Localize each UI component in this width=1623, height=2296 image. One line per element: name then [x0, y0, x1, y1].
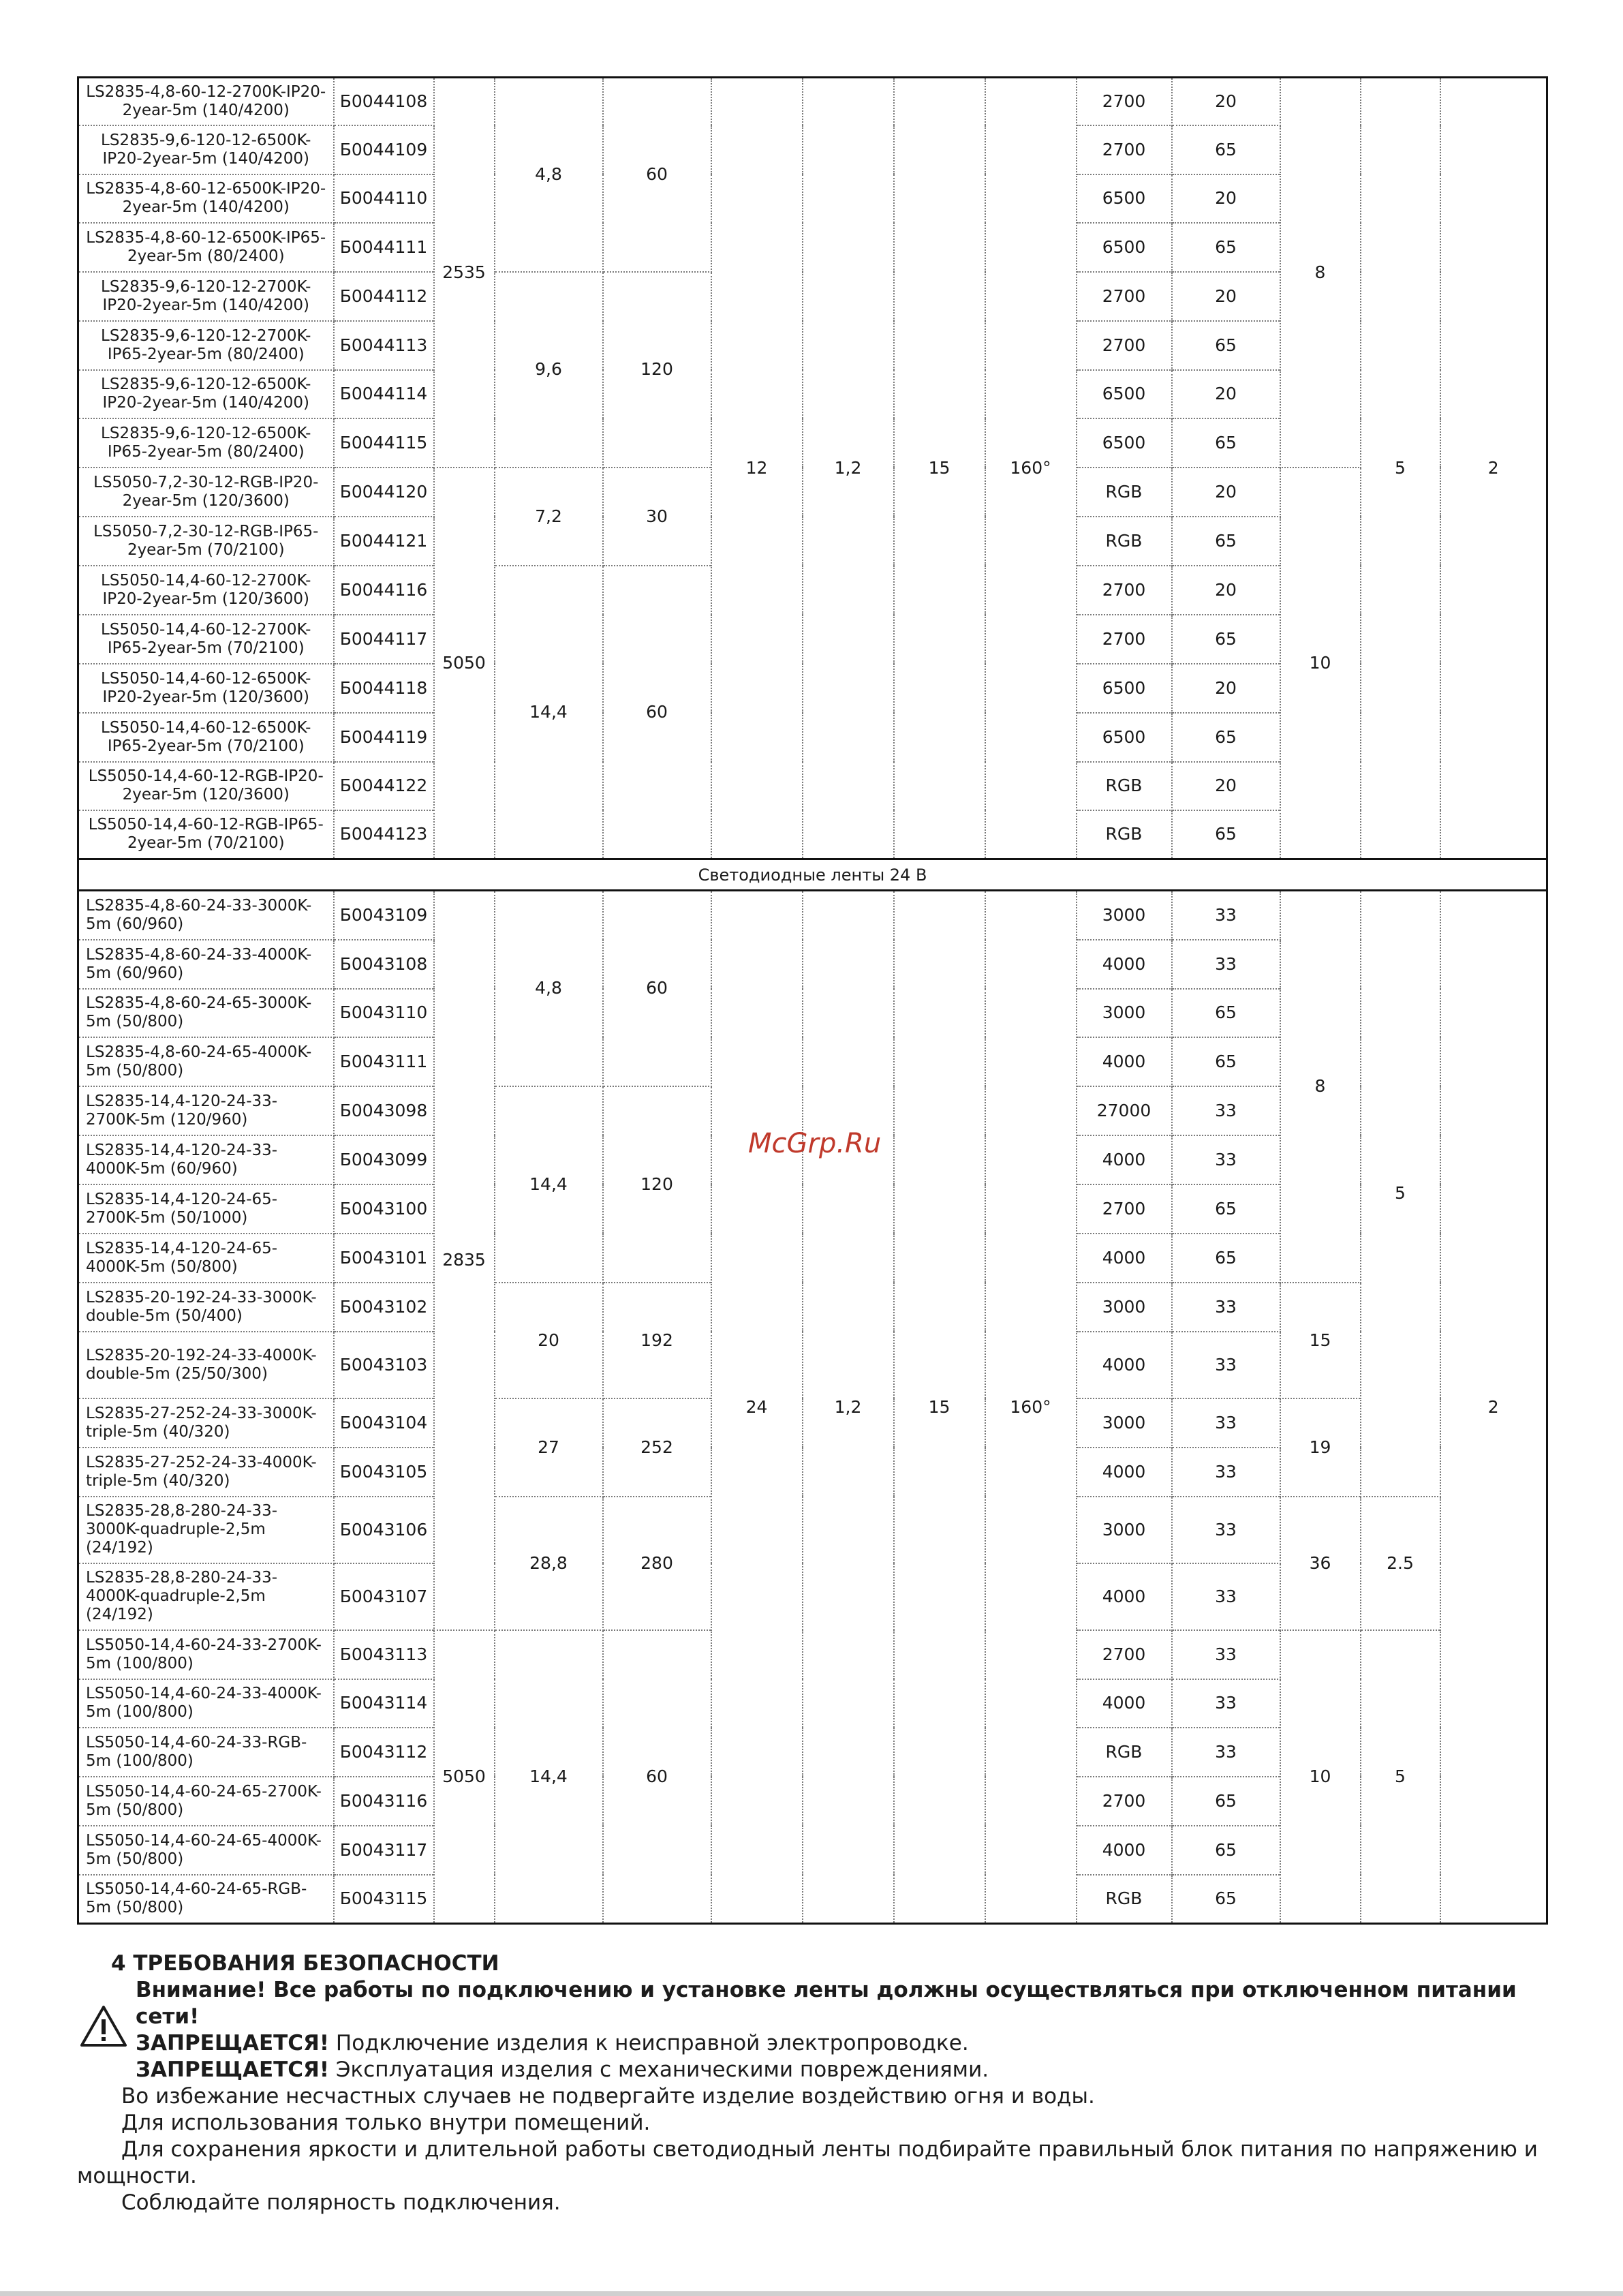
safety-heading: 4 ТРЕБОВАНИЯ БЕЗОПАСНОСТИ — [111, 1951, 499, 1976]
merged-value-cell: 7,2 — [495, 468, 603, 566]
color-temp-cell: RGB — [1077, 1728, 1172, 1777]
ip-rating-cell: 65 — [1172, 1875, 1280, 1924]
color-temp-cell: 6500 — [1077, 418, 1172, 468]
merged-value-cell: 24 — [711, 891, 803, 1924]
forbidden-text-2: Эксплуатация изделия с механическими повреждениями. — [329, 2057, 989, 2082]
safety-paragraph: Во избежание несчастных случаев не подвергайте изделие воздействию огня и воды. — [121, 2084, 1095, 2109]
ip-rating-cell: 65 — [1172, 125, 1280, 174]
product-code-cell: Б0044119 — [334, 713, 434, 762]
merged-value-cell: 280 — [603, 1497, 711, 1630]
ip-rating-cell: 65 — [1172, 1234, 1280, 1283]
ip-rating-cell: 33 — [1172, 1497, 1280, 1563]
product-name-cell: LS5050-14,4-60-12-2700K-IP65-2year-5m (70/2100) — [78, 615, 334, 664]
ip-rating-cell: 33 — [1172, 1728, 1280, 1777]
product-name-cell: LS2835-9,6-120-12-2700K-IP20-2year-5m (140/4200) — [78, 272, 334, 321]
merged-value-cell: 20 — [495, 1283, 603, 1398]
product-code-cell: Б0044120 — [334, 468, 434, 517]
merged-value-cell: 19 — [1280, 1398, 1361, 1497]
color-temp-cell: 4000 — [1077, 1234, 1172, 1283]
color-temp-cell: 2700 — [1077, 321, 1172, 370]
product-code-cell: Б0044111 — [334, 223, 434, 272]
product-name-cell: LS5050-14,4-60-12-RGB-IP20-2year-5m (120/3600) — [78, 762, 334, 810]
ip-rating-cell: 33 — [1172, 1398, 1280, 1448]
table-section-24v — [78, 891, 1547, 1924]
product-name-cell: LS2835-9,6-120-12-6500K-IP65-2year-5m (80/2400) — [78, 418, 334, 468]
product-code-cell: Б0043111 — [334, 1037, 434, 1086]
ip-rating-cell: 65 — [1172, 713, 1280, 762]
merged-value-cell: 5 — [1361, 78, 1440, 859]
product-name-cell: LS2835-9,6-120-12-2700K-IP65-2year-5m (80/2400) — [78, 321, 334, 370]
merged-value-cell: 14,4 — [495, 566, 603, 859]
merged-value-cell: 2535 — [434, 78, 495, 468]
product-name-cell: LS2835-4,8-60-12-2700K-IP20-2year-5m (140/4200) — [78, 78, 334, 125]
product-name-cell: LS2835-4,8-60-24-65-3000K-5m (50/800) — [78, 989, 334, 1037]
watermark: McGrp.Ru — [748, 1128, 882, 1159]
safety-paragraph: Соблюдайте полярность подключения. — [121, 2190, 561, 2215]
product-name-cell: LS2835-4,8-60-24-33-3000K-5m (60/960) — [78, 891, 334, 940]
product-code-cell: Б0043102 — [334, 1283, 434, 1332]
merged-value-cell: 27 — [495, 1398, 603, 1497]
product-name-cell: LS2835-20-192-24-33-4000K-double-5m (25/50/300) — [78, 1332, 334, 1398]
merged-value-cell: 14,4 — [495, 1630, 603, 1924]
product-name-cell: LS5050-14,4-60-12-6500K-IP20-2year-5m (120/3600) — [78, 664, 334, 713]
forbidden-label: ЗАПРЕЩАЕТСЯ! — [136, 2031, 330, 2055]
merged-value-cell: 2 — [1440, 78, 1547, 859]
product-code-cell: Б0044115 — [334, 418, 434, 468]
color-temp-cell: 3000 — [1077, 989, 1172, 1037]
safety-paragraph: Для сохранения яркости и длительной работы светодиодный ленты подбирайте правильный блок питания по напряжению и мощности. — [77, 2137, 1538, 2188]
table-section-24v-header — [78, 859, 1547, 891]
color-temp-cell: 27000 — [1077, 1086, 1172, 1135]
product-code-cell: Б0044112 — [334, 272, 434, 321]
merged-value-cell: 2 — [1440, 891, 1547, 1924]
product-name-cell: LS2835-9,6-120-12-6500K-IP20-2year-5m (140/4200) — [78, 125, 334, 174]
color-temp-cell: 6500 — [1077, 664, 1172, 713]
color-temp-cell: 3000 — [1077, 1497, 1172, 1563]
merged-value-cell: 5 — [1361, 891, 1440, 1497]
merged-value-cell: 2835 — [434, 891, 495, 1630]
color-temp-cell: 2700 — [1077, 566, 1172, 615]
merged-value-cell: 252 — [603, 1398, 711, 1497]
merged-value-cell: 160° — [985, 891, 1077, 1924]
color-temp-cell: 3000 — [1077, 891, 1172, 940]
color-temp-cell: 6500 — [1077, 174, 1172, 223]
product-code-cell: Б0043113 — [334, 1630, 434, 1679]
warning-triangle-icon — [80, 2004, 127, 2048]
product-code-cell: Б0043099 — [334, 1135, 434, 1184]
merged-value-cell: 60 — [603, 891, 711, 1086]
product-name-cell: LS5050-7,2-30-12-RGB-IP20-2year-5m (120/3600) — [78, 468, 334, 517]
ip-rating-cell: 20 — [1172, 174, 1280, 223]
ip-rating-cell: 33 — [1172, 1679, 1280, 1728]
ip-rating-cell: 33 — [1172, 1283, 1280, 1332]
color-temp-cell: 3000 — [1077, 1283, 1172, 1332]
ip-rating-cell: 20 — [1172, 272, 1280, 321]
spec-table — [77, 76, 1548, 1925]
product-name-cell: LS2835-4,8-60-24-65-4000K-5m (50/800) — [78, 1037, 334, 1086]
footer-divider — [0, 2291, 1623, 2296]
product-code-cell: Б0043107 — [334, 1563, 434, 1630]
merged-value-cell: 120 — [603, 1086, 711, 1283]
ip-rating-cell: 33 — [1172, 940, 1280, 989]
color-temp-cell: 2700 — [1077, 78, 1172, 125]
merged-value-cell: 5 — [1361, 1630, 1440, 1924]
merged-value-cell: 4,8 — [495, 891, 603, 1086]
warning-block — [77, 1977, 1546, 2083]
product-name-cell: LS5050-14,4-60-12-2700K-IP20-2year-5m (120/3600) — [78, 566, 334, 615]
ip-rating-cell: 20 — [1172, 566, 1280, 615]
color-temp-cell: 6500 — [1077, 223, 1172, 272]
forbidden-label: ЗАПРЕЩАЕТСЯ! — [136, 2057, 330, 2082]
ip-rating-cell: 65 — [1172, 989, 1280, 1037]
ip-rating-cell: 33 — [1172, 891, 1280, 940]
product-name-cell: LS2835-28,8-280-24-33-3000K-quadruple-2,5m (24/192) — [78, 1497, 334, 1563]
product-code-cell: Б0044122 — [334, 762, 434, 810]
ip-rating-cell: 65 — [1172, 1777, 1280, 1826]
product-code-cell: Б0043103 — [334, 1332, 434, 1398]
ip-rating-cell: 65 — [1172, 321, 1280, 370]
ip-rating-cell: 65 — [1172, 615, 1280, 664]
product-name-cell: LS2835-9,6-120-12-6500K-IP20-2year-5m (140/4200) — [78, 370, 334, 418]
table-row — [78, 891, 1547, 940]
merged-value-cell: 8 — [1280, 78, 1361, 468]
ip-rating-cell: 33 — [1172, 1448, 1280, 1497]
ip-rating-cell: 33 — [1172, 1332, 1280, 1398]
ip-rating-cell: 33 — [1172, 1086, 1280, 1135]
product-code-cell: Б0043116 — [334, 1777, 434, 1826]
product-code-cell: Б0043110 — [334, 989, 434, 1037]
merged-value-cell: 60 — [603, 566, 711, 859]
product-name-cell: LS2835-20-192-24-33-3000K-double-5m (50/400) — [78, 1283, 334, 1332]
color-temp-cell: 4000 — [1077, 1332, 1172, 1398]
table-row — [78, 78, 1547, 125]
color-temp-cell: 2700 — [1077, 1777, 1172, 1826]
color-temp-cell: 4000 — [1077, 1448, 1172, 1497]
product-name-cell: LS2835-27-252-24-33-4000K-triple-5m (40/320) — [78, 1448, 334, 1497]
color-temp-cell: RGB — [1077, 1875, 1172, 1924]
product-code-cell: Б0043105 — [334, 1448, 434, 1497]
product-code-cell: Б0043114 — [334, 1679, 434, 1728]
section-title-24v: Светодиодные ленты 24 В — [78, 859, 1547, 891]
product-code-cell: Б0044109 — [334, 125, 434, 174]
merged-value-cell: 36 — [1280, 1497, 1361, 1630]
product-name-cell: LS5050-14,4-60-24-33-2700K-5m (100/800) — [78, 1630, 334, 1679]
color-temp-cell: 2700 — [1077, 125, 1172, 174]
merged-value-cell: 15 — [894, 891, 985, 1924]
product-code-cell: Б0043112 — [334, 1728, 434, 1777]
merged-value-cell: 15 — [1280, 1283, 1361, 1398]
product-code-cell: Б0044113 — [334, 321, 434, 370]
ip-rating-cell: 65 — [1172, 223, 1280, 272]
color-temp-cell: 4000 — [1077, 940, 1172, 989]
product-code-cell: Б0043106 — [334, 1497, 434, 1563]
ip-rating-cell: 65 — [1172, 517, 1280, 566]
product-name-cell: LS2835-14,4-120-24-65-4000K-5m (50/800) — [78, 1234, 334, 1283]
ip-rating-cell: 33 — [1172, 1135, 1280, 1184]
merged-value-cell: 1,2 — [803, 891, 894, 1924]
product-name-cell: LS5050-14,4-60-24-65-RGB-5m (50/800) — [78, 1875, 334, 1924]
product-name-cell: LS5050-14,4-60-24-65-4000K-5m (50/800) — [78, 1826, 334, 1875]
ip-rating-cell: 20 — [1172, 78, 1280, 125]
product-name-cell: LS5050-14,4-60-24-33-4000K-5m (100/800) — [78, 1679, 334, 1728]
product-code-cell: Б0044118 — [334, 664, 434, 713]
color-temp-cell: 4000 — [1077, 1135, 1172, 1184]
product-code-cell: Б0044121 — [334, 517, 434, 566]
product-code-cell: Б0043104 — [334, 1398, 434, 1448]
color-temp-cell: 4000 — [1077, 1826, 1172, 1875]
ip-rating-cell: 65 — [1172, 418, 1280, 468]
merged-value-cell: 5050 — [434, 1630, 495, 1924]
merged-value-cell: 9,6 — [495, 272, 603, 468]
table-section-12v — [78, 78, 1547, 859]
product-code-cell: Б0044108 — [334, 78, 434, 125]
product-name-cell: LS2835-14,4-120-24-33-4000K-5m (60/960) — [78, 1135, 334, 1184]
product-code-cell: Б0044116 — [334, 566, 434, 615]
ip-rating-cell: 33 — [1172, 1630, 1280, 1679]
merged-value-cell: 4,8 — [495, 78, 603, 272]
merged-value-cell: 30 — [603, 468, 711, 566]
forbidden-text-1: Подключение изделия к неисправной электропроводке. — [329, 2031, 969, 2055]
merged-value-cell: 10 — [1280, 1630, 1361, 1924]
color-temp-cell: RGB — [1077, 468, 1172, 517]
merged-value-cell: 160° — [985, 78, 1077, 859]
merged-value-cell: 1,2 — [803, 78, 894, 859]
product-code-cell: Б0043117 — [334, 1826, 434, 1875]
color-temp-cell: 2700 — [1077, 1630, 1172, 1679]
safety-paragraph: Для использования только внутри помещений. — [121, 2111, 651, 2135]
ip-rating-cell: 65 — [1172, 1037, 1280, 1086]
merged-value-cell: 14,4 — [495, 1086, 603, 1283]
merged-value-cell: 192 — [603, 1283, 711, 1398]
merged-value-cell: 28,8 — [495, 1497, 603, 1630]
color-temp-cell: 3000 — [1077, 1398, 1172, 1448]
merged-value-cell: 60 — [603, 78, 711, 272]
color-temp-cell: 2700 — [1077, 272, 1172, 321]
merged-value-cell: 2.5 — [1361, 1497, 1440, 1630]
color-temp-cell: RGB — [1077, 810, 1172, 859]
product-code-cell: Б0044114 — [334, 370, 434, 418]
product-code-cell: Б0043108 — [334, 940, 434, 989]
attention-text: Внимание! Все работы по подключению и установке ленты должны осуществляться при отключенном питании сети! — [136, 1978, 1517, 2029]
forbidden-line-1 — [77, 2030, 1546, 2057]
product-name-cell: LS5050-14,4-60-12-RGB-IP65-2year-5m (70/2100) — [78, 810, 334, 859]
ip-rating-cell: 33 — [1172, 1563, 1280, 1630]
product-name-cell: LS2835-4,8-60-24-33-4000K-5m (60/960) — [78, 940, 334, 989]
safety-section — [77, 1950, 1546, 2216]
merged-value-cell: 5050 — [434, 468, 495, 859]
ip-rating-cell: 65 — [1172, 1184, 1280, 1234]
merged-value-cell: 15 — [894, 78, 985, 859]
product-code-cell: Б0043101 — [334, 1234, 434, 1283]
product-code-cell: Б0044110 — [334, 174, 434, 223]
product-name-cell: LS2835-28,8-280-24-33-4000K-quadruple-2,5m (24/192) — [78, 1563, 334, 1630]
color-temp-cell: 6500 — [1077, 370, 1172, 418]
product-code-cell: Б0043115 — [334, 1875, 434, 1924]
ip-rating-cell: 20 — [1172, 762, 1280, 810]
merged-value-cell: 60 — [603, 1630, 711, 1924]
product-name-cell: LS2835-4,8-60-12-6500K-IP65-2year-5m (80/2400) — [78, 223, 334, 272]
product-code-cell: Б0043100 — [334, 1184, 434, 1234]
color-temp-cell: 2700 — [1077, 1184, 1172, 1234]
forbidden-line-2 — [77, 2057, 1546, 2083]
color-temp-cell: RGB — [1077, 517, 1172, 566]
merged-value-cell: 120 — [603, 272, 711, 468]
ip-rating-cell: 20 — [1172, 370, 1280, 418]
product-code-cell: Б0044117 — [334, 615, 434, 664]
product-name-cell: LS2835-27-252-24-33-3000K-triple-5m (40/320) — [78, 1398, 334, 1448]
color-temp-cell: RGB — [1077, 762, 1172, 810]
product-name-cell: LS5050-14,4-60-24-65-2700K-5m (50/800) — [78, 1777, 334, 1826]
product-name-cell: LS2835-14,4-120-24-65-2700K-5m (50/1000) — [78, 1184, 334, 1234]
product-code-cell: Б0043098 — [334, 1086, 434, 1135]
product-name-cell: LS5050-14,4-60-24-33-RGB-5m (100/800) — [78, 1728, 334, 1777]
product-name-cell: LS2835-14,4-120-24-33-2700K-5m (120/960) — [78, 1086, 334, 1135]
product-code-cell: Б0044123 — [334, 810, 434, 859]
color-temp-cell: 4000 — [1077, 1679, 1172, 1728]
product-code-cell: Б0043109 — [334, 891, 434, 940]
color-temp-cell: 6500 — [1077, 713, 1172, 762]
ip-rating-cell: 20 — [1172, 468, 1280, 517]
color-temp-cell: 4000 — [1077, 1563, 1172, 1630]
ip-rating-cell: 65 — [1172, 1826, 1280, 1875]
color-temp-cell: 4000 — [1077, 1037, 1172, 1086]
ip-rating-cell: 65 — [1172, 810, 1280, 859]
color-temp-cell: 2700 — [1077, 615, 1172, 664]
ip-rating-cell: 20 — [1172, 664, 1280, 713]
merged-value-cell: 8 — [1280, 891, 1361, 1283]
product-name-cell: LS2835-4,8-60-12-6500K-IP20-2year-5m (140/4200) — [78, 174, 334, 223]
merged-value-cell: 12 — [711, 78, 803, 859]
product-name-cell: LS5050-14,4-60-12-6500K-IP65-2year-5m (70/2100) — [78, 713, 334, 762]
merged-value-cell: 10 — [1280, 468, 1361, 859]
product-name-cell: LS5050-7,2-30-12-RGB-IP65-2year-5m (70/2100) — [78, 517, 334, 566]
